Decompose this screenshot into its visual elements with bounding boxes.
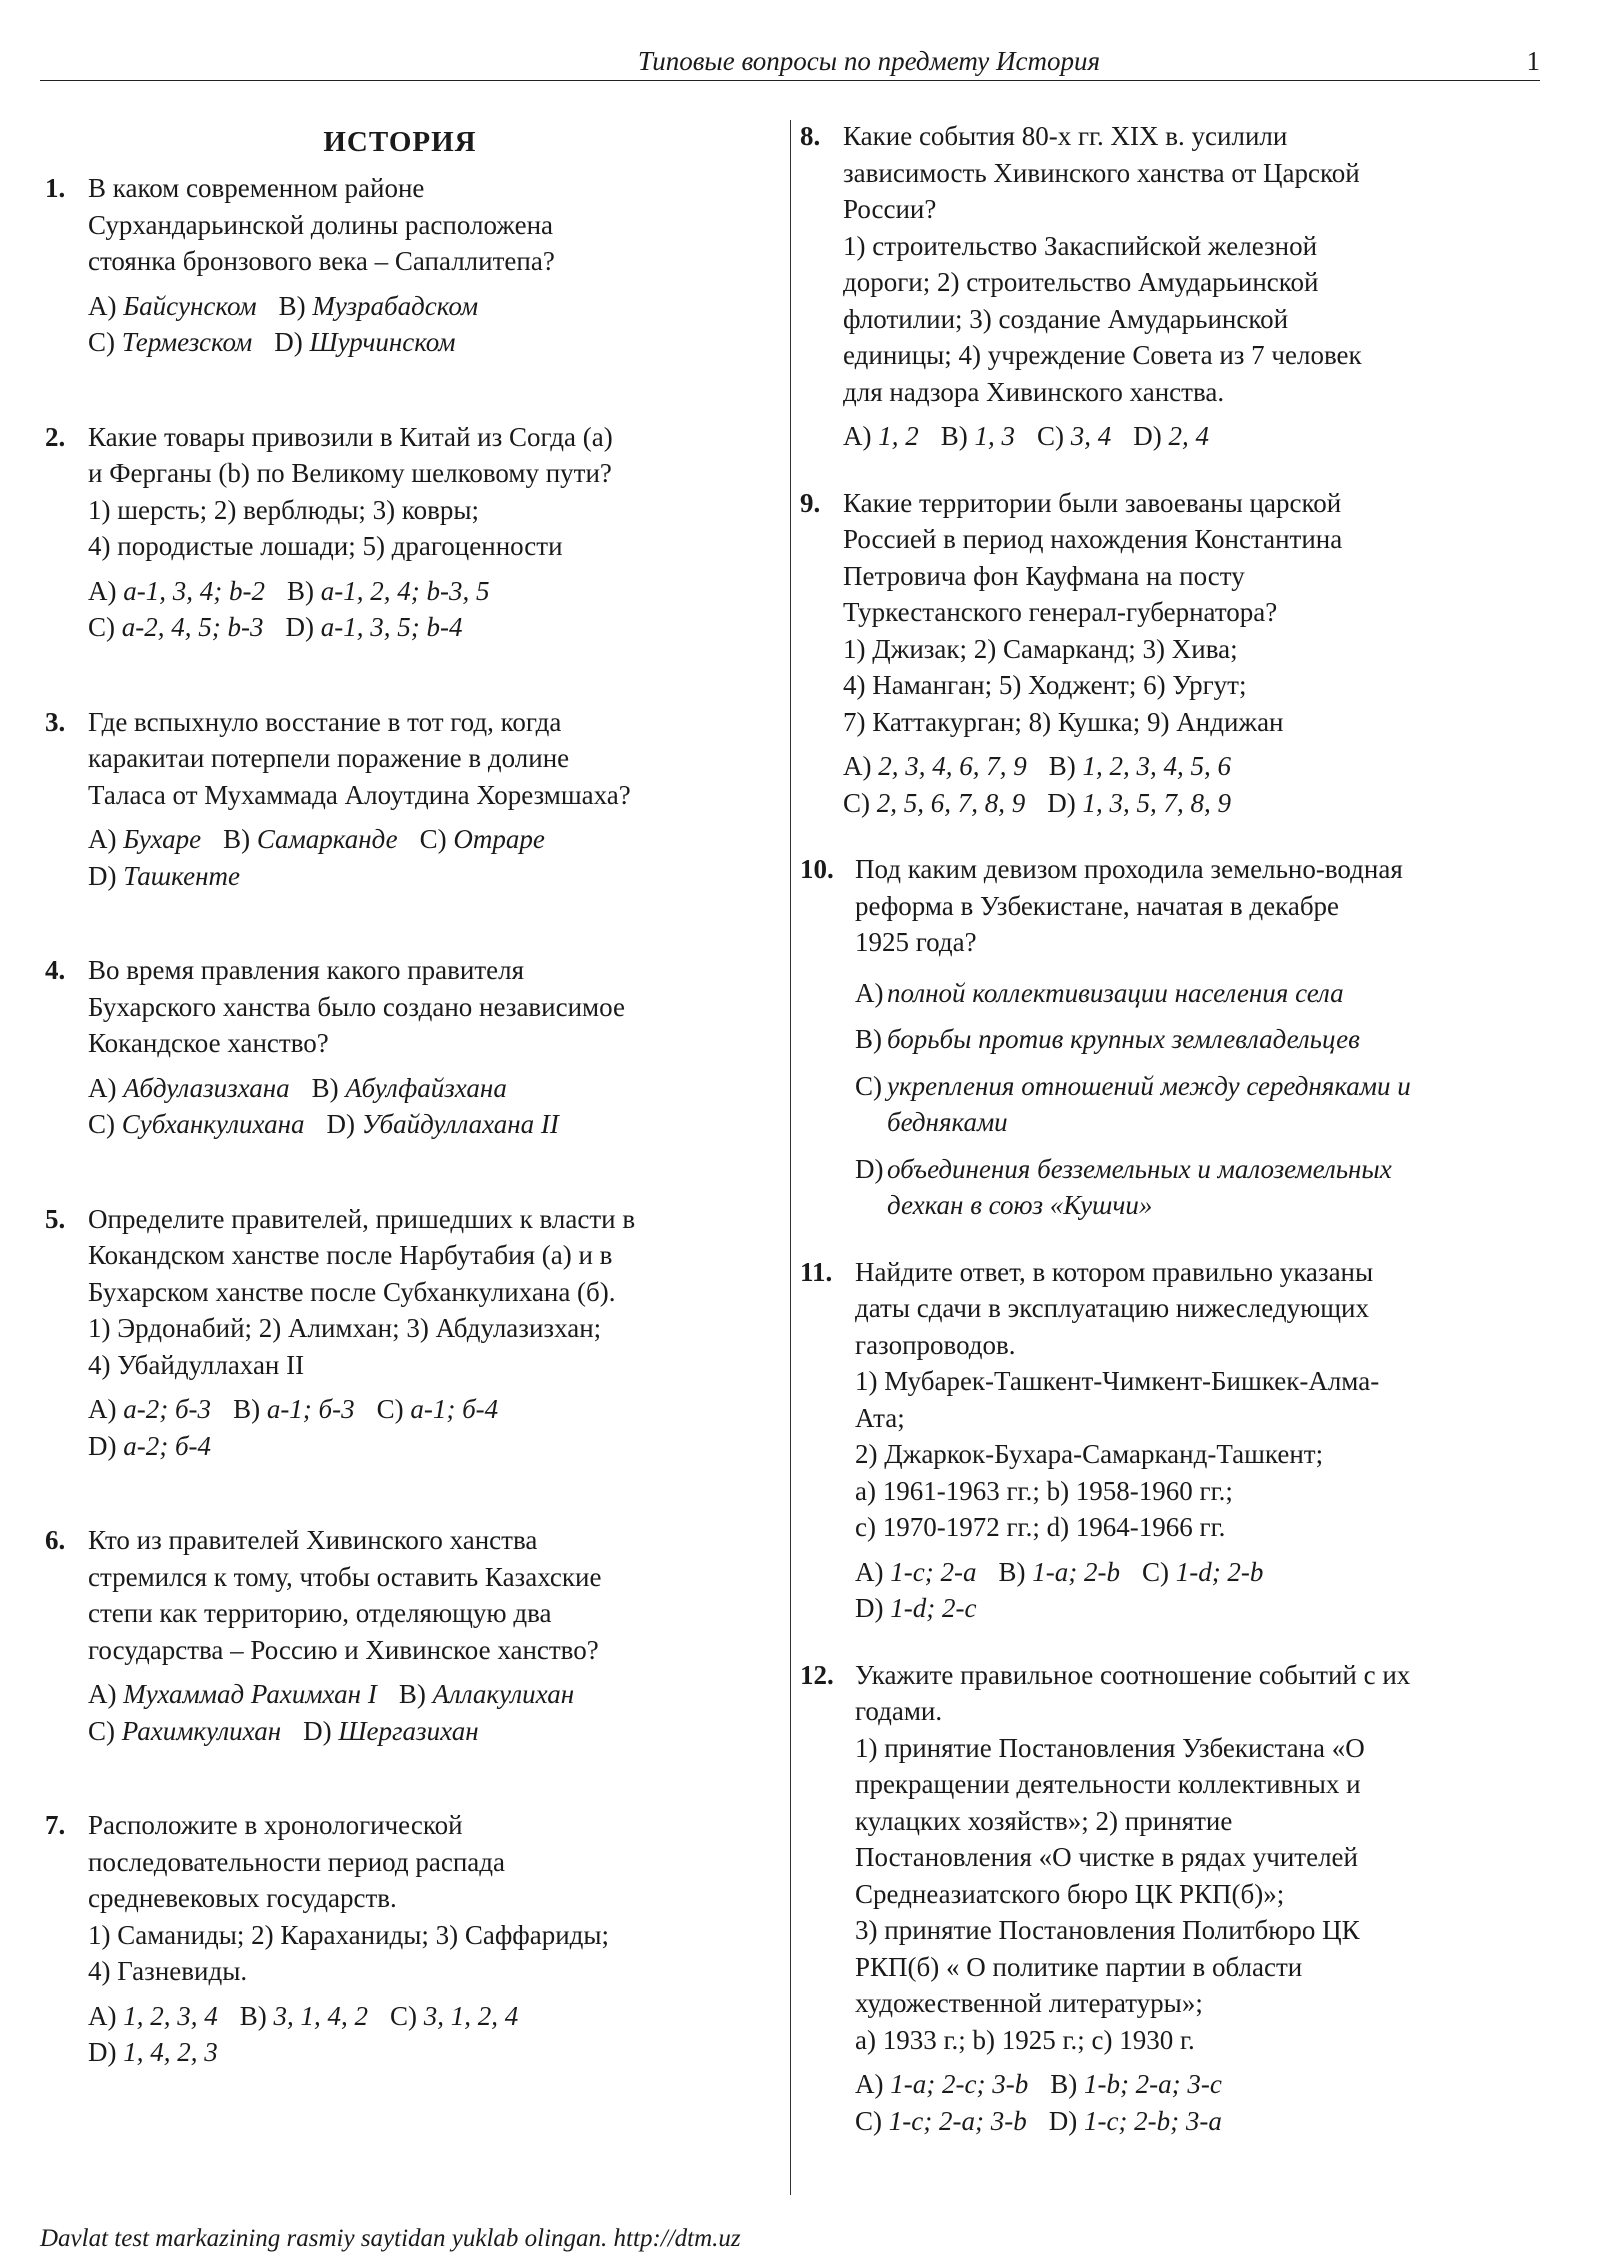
option-letter: A): [88, 1394, 117, 1424]
option-letter: B): [855, 1024, 882, 1054]
option-letter: A): [855, 1556, 884, 1587]
option-value: Аллакулихан: [432, 1679, 575, 1709]
option-value: 3, 1, 4, 2: [273, 2000, 368, 2031]
option-letter: C): [390, 2000, 417, 2031]
answer-options: [855, 2066, 1510, 2139]
question-line: 1) Эрдонабий; 2) Алимхан; 3) Абдулазизхан;: [88, 1313, 602, 1343]
answer-option: [88, 2037, 218, 2067]
option-letter: B): [998, 1556, 1026, 1587]
option-value: Шурчинском: [309, 327, 456, 357]
question-line: и Ферганы (b) по Великому шелковому пути?: [88, 458, 612, 488]
answer-row: [88, 2034, 755, 2071]
option-letter: A): [88, 2000, 117, 2031]
option-value: 1, 3: [974, 421, 1015, 451]
option-value: Абдулазизхана: [123, 1072, 290, 1103]
question: [800, 118, 1510, 455]
answer-option: [377, 1394, 499, 1424]
answer-option: [88, 1679, 377, 1709]
option-letter: A): [855, 977, 884, 1008]
option-letter: C): [88, 1109, 115, 1139]
answer-row: [88, 1676, 755, 1713]
question-line: 4) Наманган; 5) Ходжент; 6) Ургут;: [843, 670, 1247, 700]
option-letter: C): [88, 327, 115, 357]
answer-options: [88, 1391, 755, 1464]
option-value: Термезском: [121, 327, 253, 357]
question-line: реформа в Узбекистане, начатая в декабре: [855, 890, 1340, 921]
question-line: Укажите правильное соотношение событий с их: [855, 1659, 1411, 1690]
question-line: 1925 года?: [855, 927, 977, 957]
option-value: Отраре: [453, 824, 545, 854]
option-value: a-2, 4, 5; b-3: [121, 612, 264, 642]
question-line: Бухарском ханстве после Субханкулихана (б).: [88, 1276, 616, 1307]
question: [45, 1522, 755, 1749]
answer-option: [855, 1557, 976, 1587]
option-value: a-1; б-3: [266, 1394, 355, 1424]
question-line: Петровича фон Кауфмана на посту: [843, 560, 1245, 591]
question-text: [843, 485, 1510, 741]
answer-row: [88, 1070, 755, 1107]
option-value: 1, 2, 3, 4, 5, 6: [1082, 751, 1231, 781]
question-text: [855, 1254, 1510, 1546]
question-line: Под каким девизом проходила земельно-водная: [855, 854, 1403, 884]
question-line: 3) принятие Постановления Политбюро ЦК: [855, 1915, 1360, 1945]
option-value: Байсунском: [123, 290, 257, 321]
answer-option: [303, 1716, 478, 1746]
question-line: c) 1970-1972 гг.; d) 1964-1966 гг.: [855, 1512, 1226, 1542]
question: [800, 851, 1510, 1224]
question-line: Кокандское ханство?: [88, 1028, 329, 1058]
option-letter: B): [1048, 751, 1076, 781]
question-line: Где вспыхнуло восстание в тот год, когда: [88, 706, 562, 737]
answer-option: [1050, 2069, 1222, 2099]
answer-option: [233, 1394, 355, 1424]
question: [45, 1201, 755, 1465]
question-text: [855, 1657, 1510, 2059]
answer-option: [843, 751, 1027, 781]
question-text: [88, 170, 755, 280]
answer-option: [855, 1021, 1510, 1058]
option-value: a-1, 2, 4; b-3, 5: [320, 575, 490, 606]
answer-option: [855, 2106, 1027, 2136]
question-line: 1) строительство Закаспийской железной: [843, 230, 1318, 261]
option-letter: D): [88, 860, 117, 891]
answer-row: [88, 288, 755, 325]
answer-row: [88, 821, 755, 858]
answer-options: [855, 975, 1510, 1224]
option-value: 1-c; 2-a; 3-b: [888, 2105, 1027, 2136]
option-letter: B): [286, 575, 314, 606]
option-letter: C): [1141, 1556, 1169, 1587]
question-line: последовательности период распада: [88, 1846, 506, 1877]
answer-option: [399, 1679, 574, 1709]
answer-option: [941, 421, 1015, 451]
footer-source: Davlat test markazining rasmiy saytidan yuklab olingan. http://dtm.uz: [40, 2225, 741, 2252]
option-value: 1, 2, 3, 4: [123, 2000, 218, 2031]
answer-option: [1047, 788, 1231, 818]
option-value: бедняками: [887, 1107, 1008, 1137]
column-divider: [790, 120, 791, 2195]
option-letter: C): [1037, 421, 1064, 451]
option-letter: A): [88, 1072, 117, 1103]
option-letter: B): [398, 1679, 426, 1709]
option-letter: D): [285, 612, 314, 642]
question: [800, 1254, 1510, 1627]
answer-option: [420, 824, 545, 854]
question-line: стремился к тому, чтобы оставить Казахские: [88, 1561, 602, 1592]
question-line: степи как территорию, отделяющую два: [88, 1598, 552, 1628]
answer-row: [88, 609, 755, 646]
question-line: прекращении деятельности коллективных и: [855, 1769, 1361, 1799]
page-number: 1: [1526, 46, 1540, 76]
question-line: флотилии; 3) создание Амударьинской: [843, 303, 1289, 334]
option-letter: C): [88, 1715, 115, 1746]
option-letter: B): [233, 1394, 261, 1424]
option-letter: D): [326, 1109, 355, 1139]
question-number: 7.: [45, 1810, 66, 1840]
option-value: 1-a; 2-c; 3-b: [890, 2069, 1029, 2099]
option-value: a-2; б-4: [123, 1430, 212, 1461]
option-value: Мухаммад Рахимхан I: [123, 1679, 377, 1709]
answer-option: [88, 1716, 281, 1746]
answer-option: [287, 576, 489, 606]
question-line: Таласа от Мухаммада Алоутдина Хорезмшаха?: [88, 779, 631, 810]
question-number: 8.: [800, 121, 821, 151]
answer-row: [88, 1391, 755, 1428]
option-value: Абулфайзхана: [345, 1072, 507, 1103]
answer-option: [88, 612, 263, 642]
option-letter: D): [88, 2037, 117, 2067]
answer-row: [88, 1713, 755, 1750]
question-line: Кокандском ханстве после Нарбутабия (a) и в: [88, 1240, 613, 1270]
answer-options: [88, 1070, 755, 1143]
question-number: 1.: [45, 173, 66, 203]
question-line: 1) Джизак; 2) Самарканд; 3) Хива;: [843, 633, 1238, 664]
option-letter: A): [88, 1679, 117, 1709]
question-line: для надзора Хивинского ханства.: [843, 376, 1225, 407]
option-letter: B): [940, 421, 968, 451]
answer-option: [1142, 1557, 1263, 1587]
answer-options: [855, 1554, 1510, 1627]
answer-option: [855, 975, 1510, 1012]
question-number: 5.: [45, 1203, 66, 1234]
question-line: В каком современном районе: [88, 173, 425, 203]
option-value: Шергазихан: [338, 1715, 479, 1746]
answer-row: [88, 858, 755, 895]
answer-option: [327, 1109, 559, 1139]
question-text: [88, 1522, 755, 1668]
answer-option: [855, 2069, 1028, 2099]
question-line: 4) породистые лошади; 5) драгоценности: [88, 531, 563, 561]
answer-options: [843, 748, 1510, 821]
answer-options: [88, 573, 755, 646]
option-value: 1-d; 2-c: [890, 1593, 977, 1623]
question-line: Определите правителей, пришедших к власти в: [88, 1203, 636, 1234]
option-value: a-2; б-3: [123, 1394, 212, 1424]
answer-options: [88, 288, 755, 361]
question: [45, 952, 755, 1143]
answer-row: [855, 2103, 1510, 2140]
option-value: борьбы против крупных землевладельцев: [887, 1024, 1360, 1054]
answer-option: [855, 1593, 976, 1623]
question-number: 3.: [45, 706, 66, 737]
document-title: Типовые вопросы по предмету История: [637, 46, 1100, 76]
answer-option: [88, 1431, 211, 1461]
answer-option: [843, 788, 1025, 818]
option-letter: B): [278, 290, 306, 321]
answer-options: [843, 418, 1510, 455]
option-letter: C): [843, 787, 870, 818]
question-line: Постановления «О чистке в рядах учителей: [855, 1842, 1358, 1872]
option-letter: C): [376, 1394, 404, 1424]
question-number: 9.: [800, 487, 821, 518]
answer-option: [88, 824, 201, 854]
question-line: 1) Мубарек-Ташкент-Чимкент-Бишкек-Алма-: [855, 1366, 1380, 1396]
option-letter: D): [88, 1430, 117, 1461]
question-line: Россией в период нахождения Константина: [843, 524, 1343, 554]
option-letter: D): [303, 1715, 332, 1746]
question-line: Туркестанского генерал-губернатора?: [843, 597, 1278, 627]
answer-option: [88, 1109, 305, 1139]
option-letter: A): [88, 575, 117, 606]
option-value: 3, 4: [1070, 421, 1112, 451]
question-line: Среднеазиатского бюро ЦК РКП(б)»;: [855, 1878, 1285, 1909]
question-line: государства – Россию и Хивинское ханство?: [88, 1634, 599, 1665]
question: [45, 704, 755, 895]
answer-option: [1049, 751, 1231, 781]
answer-options: [88, 1998, 755, 2071]
answer-options: [88, 821, 755, 894]
answer-row: [88, 324, 755, 361]
question-line: Во время правления какого правителя: [88, 955, 524, 985]
answer-option: [240, 2001, 368, 2031]
question-number: 4.: [45, 955, 66, 985]
question-line: каракитаи потерпели поражение в долине: [88, 743, 570, 773]
answer-option: [855, 1068, 1510, 1141]
option-value: a-1, 3, 5; b-4: [320, 612, 463, 642]
option-letter: A): [843, 421, 872, 451]
answer-row: [88, 1106, 755, 1143]
question-text: [88, 952, 755, 1062]
question-line: Расположите в хронологической: [88, 1810, 463, 1840]
option-letter: C): [419, 824, 447, 854]
question-line: художественной литературы»;: [855, 1988, 1203, 2018]
option-value: a-1; б-4: [410, 1394, 499, 1424]
answer-option: [223, 824, 398, 854]
question-line: 2) Джаркок-Бухара-Самарканд-Ташкент;: [855, 1439, 1324, 1469]
option-value: 2, 3, 4, 6, 7, 9: [878, 751, 1027, 781]
running-header: [40, 44, 1540, 81]
answer-option: [88, 2001, 218, 2031]
answer-row: [855, 1590, 1510, 1627]
question-line: Ата;: [855, 1402, 905, 1433]
option-letter: A): [855, 2069, 884, 2099]
question-number: 10.: [800, 854, 834, 884]
answer-option: [279, 291, 478, 321]
question-text: [88, 1807, 755, 1990]
answer-option: [1049, 2106, 1222, 2136]
option-letter: D): [274, 327, 303, 357]
question-line: Бухарского ханства было создано независимое: [88, 991, 625, 1022]
answer-option: [274, 327, 455, 357]
option-value: 2, 5, 6, 7, 8, 9: [876, 787, 1026, 818]
answer-row: [88, 573, 755, 610]
question-line: кулацких хозяйств»; 2) принятие: [855, 1805, 1233, 1836]
option-letter: C): [855, 2105, 882, 2136]
question-text: [843, 118, 1510, 410]
question-line: 1) Саманиды; 2) Караханиды; 3) Саффариды;: [88, 1919, 610, 1950]
option-letter: A): [88, 824, 117, 854]
answer-option: [285, 612, 462, 642]
option-value: 1, 4, 2, 3: [123, 2037, 218, 2067]
option-value: 1, 3, 5, 7, 8, 9: [1082, 787, 1231, 818]
option-letter: D): [855, 1153, 884, 1184]
question-line: дороги; 2) строительство Амударьинской: [843, 267, 1319, 297]
option-value: 3, 1, 2, 4: [423, 2000, 519, 2031]
option-value: объединения безземельных и малоземельных: [887, 1153, 1392, 1184]
question: [45, 419, 755, 646]
question-line: 1) шерсть; 2) верблюды; 3) ковры;: [88, 494, 480, 525]
option-value: Бухаре: [123, 824, 202, 854]
option-value: дехкан в союз «Кушчи»: [887, 1190, 1153, 1220]
answer-option: [88, 576, 265, 606]
option-letter: B): [239, 2000, 267, 2031]
question-line: России?: [843, 194, 937, 224]
answer-option: [88, 861, 240, 891]
section-heading: ИСТОРИЯ: [323, 126, 477, 158]
question-line: единицы; 4) учреждение Совета из 7 человек: [843, 340, 1362, 370]
answer-row: [843, 748, 1510, 785]
option-value: 1-b; 2-a; 3-c: [1083, 2069, 1222, 2099]
option-value: полной коллективизации населения села: [887, 977, 1344, 1008]
right-column: [800, 118, 1510, 2139]
question-number: 11.: [800, 1256, 833, 1287]
question-line: Найдите ответ, в котором правильно указаны: [855, 1256, 1374, 1287]
answer-option: [88, 1073, 290, 1103]
option-letter: C): [855, 1070, 882, 1101]
option-letter: D): [1133, 421, 1162, 451]
option-value: Самарканде: [256, 824, 398, 854]
option-value: 1-c; 2-a: [890, 1556, 977, 1587]
question-line: Сурхандарьинской долины расположена: [88, 209, 553, 240]
option-value: 1-d; 2-b: [1175, 1556, 1264, 1587]
option-letter: B): [223, 824, 251, 854]
question: [800, 1657, 1510, 2140]
answer-option: [855, 1151, 1510, 1224]
question-line: зависимость Хивинского ханства от Царской: [843, 157, 1360, 188]
answer-option: [390, 2001, 518, 2031]
option-letter: D): [855, 1593, 884, 1623]
answer-row: [88, 1998, 755, 2035]
question-line: 7) Каттакурган; 8) Кушка; 9) Андижан: [843, 706, 1284, 737]
question: [45, 1807, 755, 2071]
option-value: 1, 2: [878, 421, 919, 451]
question-line: a) 1961-1963 гг.; b) 1958-1960 гг.;: [855, 1475, 1233, 1506]
option-value: Ташкенте: [123, 860, 240, 891]
question-line: стоянка бронзового века – Сапаллитепа?: [88, 246, 555, 276]
option-value: Убайдуллахана II: [361, 1109, 559, 1139]
answer-option: [312, 1073, 507, 1103]
answer-row: [88, 1428, 755, 1465]
option-value: Субханкулихана: [121, 1109, 305, 1139]
question-line: 4) Убайдуллахан II: [88, 1349, 305, 1380]
option-value: Музрабадском: [312, 290, 479, 321]
option-letter: B): [311, 1072, 339, 1103]
question-line: РКП(б) « О политике партии в области: [855, 1951, 1303, 1982]
option-letter: D): [1047, 787, 1076, 818]
option-letter: A): [88, 290, 117, 321]
question-line: 1) принятие Постановления Узбекистана «О: [855, 1732, 1365, 1763]
answer-row: [855, 1554, 1510, 1591]
answer-option: [843, 421, 919, 451]
question-text: [88, 419, 755, 565]
option-letter: D): [1048, 2105, 1078, 2136]
answer-option: [1037, 421, 1111, 451]
answer-option: [88, 327, 252, 357]
question-line: средневековых государств.: [88, 1883, 397, 1913]
question-text: [88, 704, 755, 814]
question-line: Какие товары привозили в Китай из Согда (a): [88, 421, 613, 452]
question-line: 4) Газневиды.: [88, 1956, 248, 1986]
answer-row: [843, 785, 1510, 822]
option-value: Рахимкулихан: [121, 1715, 282, 1746]
answer-row: [843, 418, 1510, 455]
question-line: газопроводов.: [855, 1329, 1016, 1360]
answer-option: [1133, 421, 1209, 451]
answer-option: [88, 1394, 211, 1424]
option-letter: A): [843, 751, 872, 781]
option-value: 2, 4: [1168, 421, 1209, 451]
option-value: укрепления отношений между середняками и: [887, 1070, 1411, 1101]
option-value: a-1, 3, 4; b-2: [123, 575, 265, 606]
answer-options: [88, 1676, 755, 1749]
option-value: 1-c; 2-b; 3-a: [1083, 2105, 1222, 2136]
question-line: Какие события 80-х гг. XIX в. усилили: [843, 121, 1288, 151]
question-line: годами.: [855, 1696, 943, 1726]
question-number: 12.: [800, 1659, 834, 1690]
question-line: даты сдачи в эксплуатацию нижеследующих: [855, 1293, 1370, 1323]
option-letter: C): [88, 612, 115, 642]
option-value: 1-a; 2-b: [1032, 1556, 1120, 1587]
question-text: [88, 1201, 755, 1384]
question-line: Какие территории были завоеваны царской: [843, 487, 1342, 518]
answer-row: [855, 2066, 1510, 2103]
question-number: 2.: [45, 421, 66, 452]
question-line: Кто из правителей Хивинского ханства: [88, 1525, 538, 1555]
question-number: 6.: [45, 1525, 66, 1555]
question-line: a) 1933 г.; b) 1925 г.; c) 1930 г.: [855, 2024, 1195, 2055]
question: [45, 170, 755, 361]
question: [800, 485, 1510, 822]
question-text: [855, 851, 1510, 961]
left-column: [45, 118, 755, 2071]
answer-option: [998, 1557, 1119, 1587]
option-letter: B): [1050, 2069, 1078, 2099]
answer-option: [88, 291, 257, 321]
